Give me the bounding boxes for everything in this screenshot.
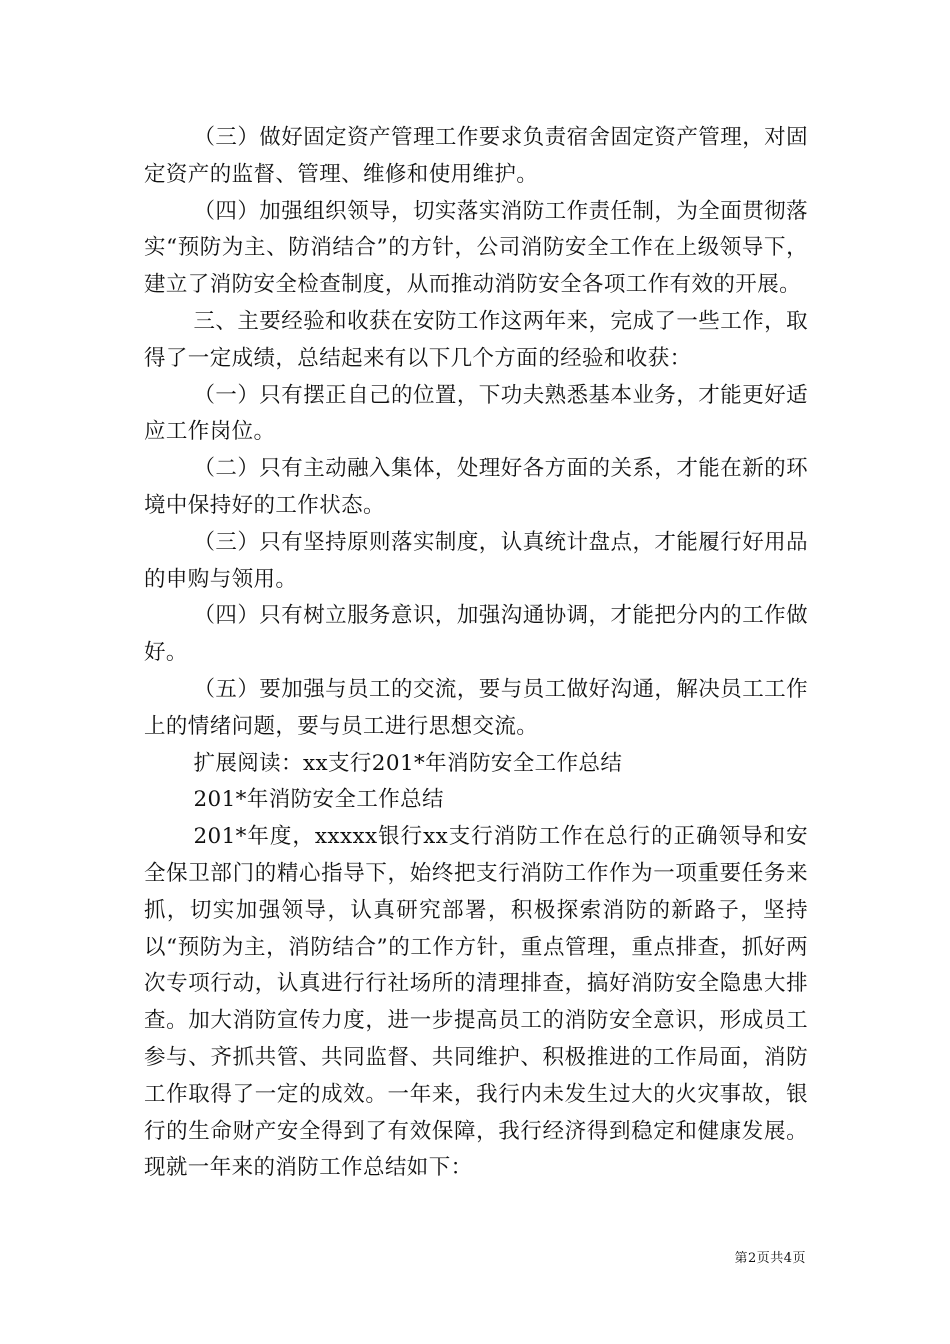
paragraph-experience-1: （一）只有摆正自己的位置，下功夫熟悉基本业务，才能更好适应工作岗位。 — [144, 382, 808, 445]
paragraph-organization-leadership: （四）加强组织领导，切实落实消防工作责任制，为全面贯彻落实“预防为主、防消结合”的方针，公司消防安全工作在上级领导下，建立了消防安全检查制度，从而推动消防安全各项工作有效的开展。 — [144, 198, 808, 298]
page-number: 第2页共4页 — [734, 1251, 806, 1266]
paragraph-main-experience: 三、主要经验和收获在安防工作这两年来，完成了一些工作，取得了一定成绩，总结起来有以下几个方面的经验和收获： — [144, 308, 808, 371]
section-title: 201*年消防安全工作总结 — [193, 787, 444, 813]
paragraph-experience-4: （四）只有树立服务意识，加强沟通协调，才能把分内的工作做好。 — [144, 603, 808, 666]
document-body — [144, 120, 808, 1187]
paragraph-experience-2: （二）只有主动融入集体，处理好各方面的关系，才能在新的环境中保持好的工作状态。 — [144, 456, 808, 518]
paragraph-fixed-assets: （三）做好固定资产管理工作要求负责宿舍固定资产管理，对固定资产的监督、管理、维修和使用维护。 — [144, 125, 808, 187]
paragraph-annual-summary: 201*年度，xxxxx银行xx支行消防工作在总行的正确领导和安全保卫部门的精心指导下，始终把支行消防工作作为一项重要任务来抓，切实加强领导，认真研究部署，积极探索消防的新路子，坚持以“预防为主，消防结合”的工作方针，重点管理，重点排查，抓好两次专项行动，认真进行行社场所的清理排查，搞好消防安全隐患大排查。加大消防宣传力度，进一步提高员工的消防安全意识，形成员工参与、齐抓共管、共同监督、共同维护、积极推进的工作局面，消防工作取得了一定的成效。一年来，我行内未发生过大的火灾事故，银行的生命财产安全得到了有效保障，我行经济得到稳定和健康发展。现就一年来的消防工作总结如下： — [144, 824, 808, 1181]
paragraph-extended-reading: 扩展阅读：xx支行201*年消防安全工作总结 — [193, 750, 623, 776]
paragraph-experience-5: （五）要加强与员工的交流，要与员工做好沟通，解决员工工作上的情绪问题，要与员工进行思想交流。 — [144, 676, 808, 739]
paragraph-experience-3: （三）只有坚持原则落实制度，认真统计盘点，才能履行好用品的申购与领用。 — [144, 529, 808, 592]
